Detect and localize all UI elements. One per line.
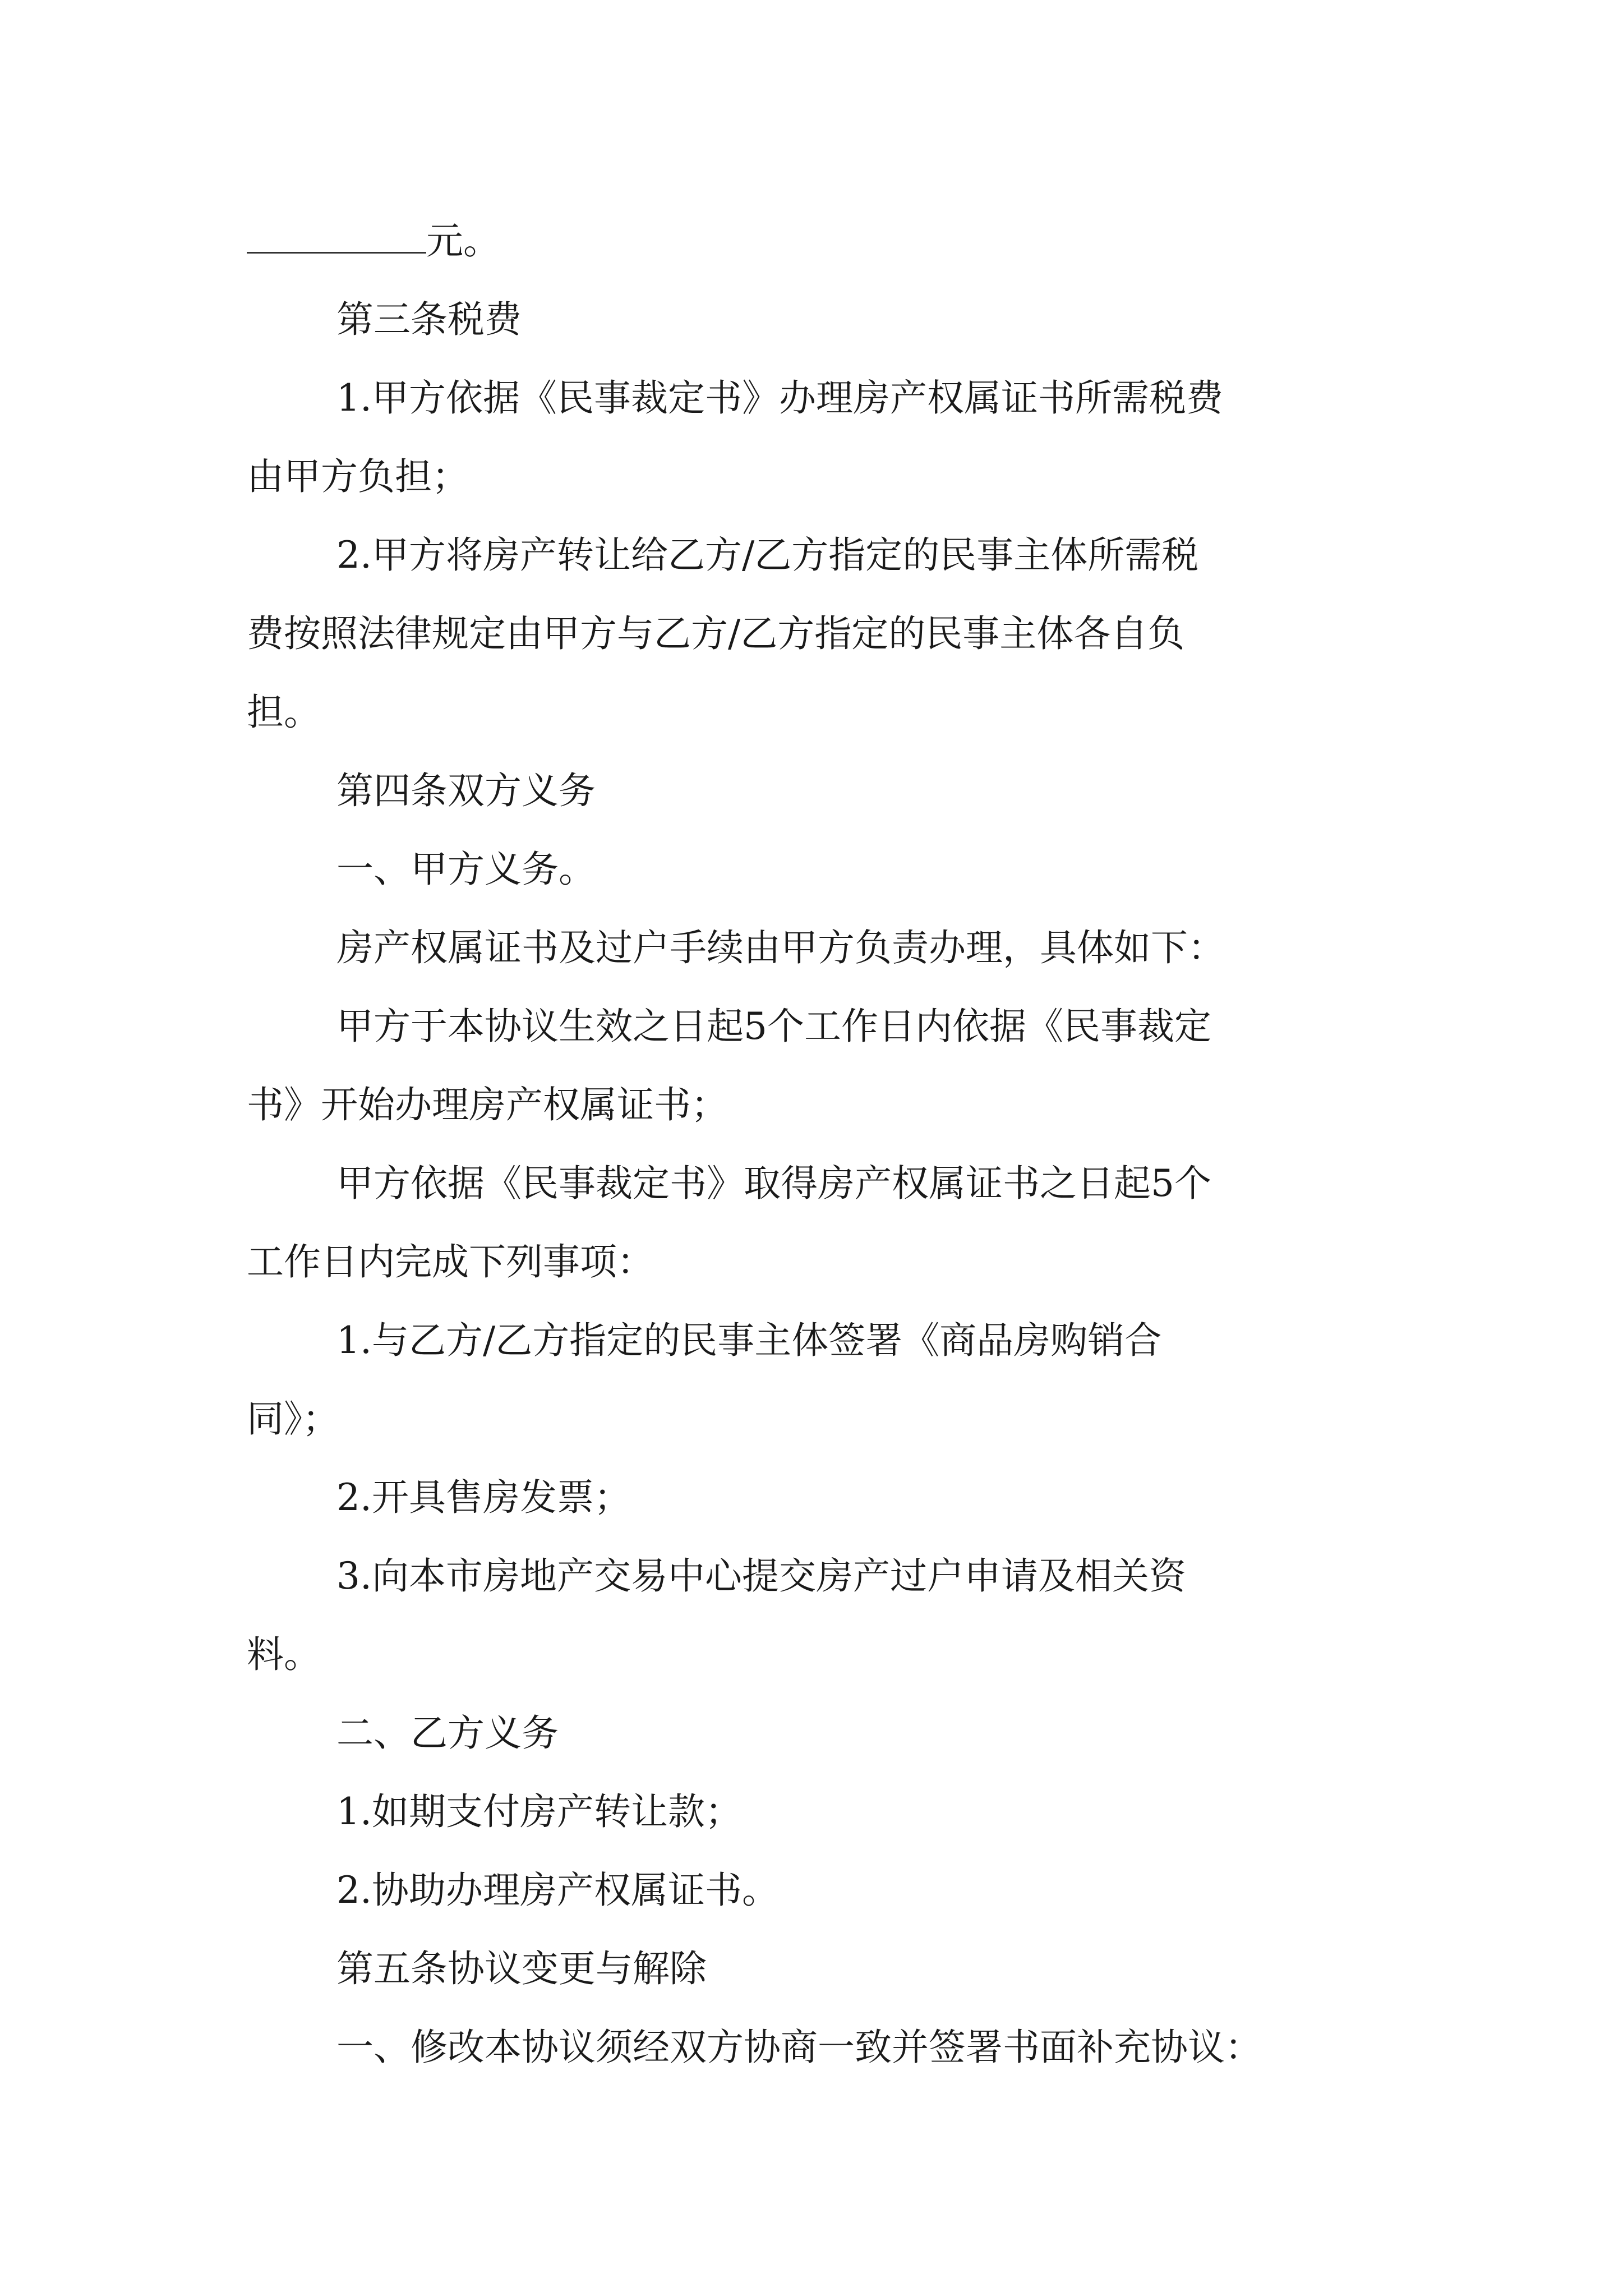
text-line: 3.向本市房地产交易中心提交房产过户申请及相关资 — [336, 1554, 1186, 1598]
section-heading: 第三条税费 — [336, 298, 522, 341]
text-line: 2.甲方将房产转让给乙方/乙方指定的民事主体所需税 — [336, 533, 1199, 577]
text-line: 房产权属证书及过户手续由甲方负责办理，具体如下： — [336, 926, 1225, 969]
text-line: 甲方于本协议生效之日起5个工作日内依据《民事裁定 — [336, 1005, 1211, 1048]
text-line: 1.与乙方/乙方指定的民事主体签署《商品房购销合 — [336, 1319, 1162, 1362]
text-line: 1.甲方依据《民事裁定书》办理房产权属证书所需税费 — [336, 376, 1223, 420]
text-line: 一、修改本协议须经双方协商一致并签署书面补充协议： — [336, 2026, 1262, 2069]
fill-in-blank — [247, 217, 426, 254]
text-line: 书》开始办理房产权属证书； — [247, 1083, 728, 1126]
text-line: 1.如期支付房产转让款； — [336, 1790, 742, 1833]
text-line: 由甲方负担； — [247, 455, 469, 498]
text-line: 费按照法律规定由甲方与乙方/乙方指定的民事主体各自负 — [247, 612, 1185, 655]
subsection-heading: 二、乙方义务 — [336, 1711, 559, 1755]
text-line: 2.协助办理房产权属证书。 — [336, 1869, 779, 1912]
section-heading: 第四条双方义务 — [336, 769, 596, 812]
text-line: 担。 — [247, 691, 321, 734]
subsection-heading: 一、甲方义务。 — [336, 848, 596, 891]
section-heading: 第五条协议变更与解除 — [336, 1947, 707, 1990]
text-line: 工作日内完成下列事项： — [247, 1240, 654, 1283]
text-line: 2.开具售房发票； — [336, 1476, 631, 1519]
text-line: 元。 — [247, 213, 500, 269]
text-line: 同》； — [247, 1397, 339, 1441]
text-line: 料。 — [247, 1633, 321, 1676]
text-line: 甲方依据《民事裁定书》取得房产权属证书之日起5个 — [336, 1162, 1211, 1205]
